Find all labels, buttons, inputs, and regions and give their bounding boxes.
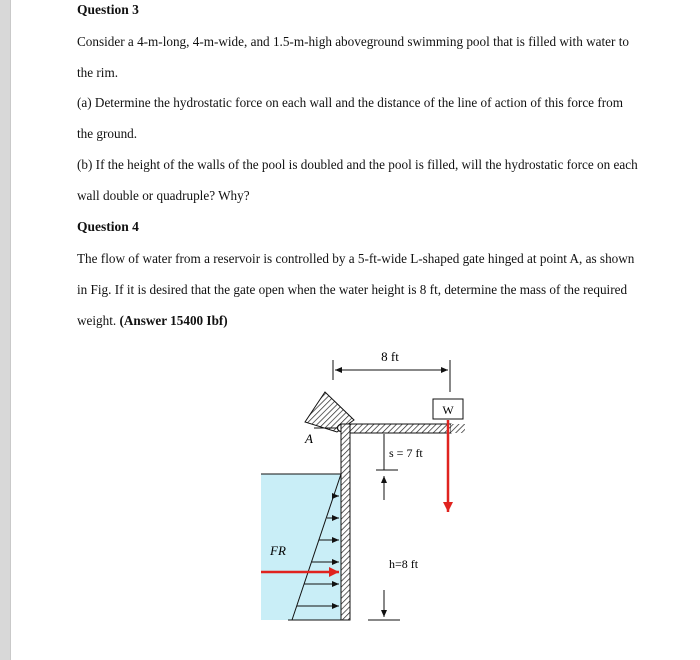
h-label: h=8 ft [389,557,419,571]
q4-heading: Question 4 [77,219,139,234]
left-margin-line [10,0,11,660]
gate-vertical-arm [341,424,350,620]
q4-text-line-3-plain: weight. [77,313,120,328]
resultant-force-label: FR [270,543,286,558]
q3-part-b-line-1: (b) If the height of the walls of the pool is doubled and the pool is filled, will the hydrostatic force on each [77,157,638,172]
q4-answer: (Answer 15400 Ibf) [119,313,228,328]
q3-part-b-line-2: wall double or quadruple? Why? [77,188,250,203]
q3-text-line-1: Consider a 4-m-long, 4-m-wide, and 1.5-m-high aboveground swimming pool that is filled with water to [77,34,629,49]
gate-end-support [451,424,465,433]
dim-top-label: 8 ft [381,349,399,364]
q4-text-line-1: The flow of water from a reservoir is controlled by a 5-ft-wide L-shaped gate hinged at point A, as shown [77,251,635,266]
q4-text-line-2: in Fig. If it is desired that the gate open when the water height is 8 ft, determine the mass of the required [77,282,628,297]
gate-horizontal-arm [341,424,451,433]
q3-text-line-2: the rim. [77,65,119,80]
left-margin-bar [0,0,10,660]
weight-label: W [442,403,454,417]
q3-part-a-line-2: the ground. [77,126,138,141]
hinge-label: A [305,431,313,446]
q3-part-a-line-1: (a) Determine the hydrostatic force on each wall and the distance of the line of action of this force from [77,95,623,110]
q4-text-line-3 [77,313,228,329]
gate-figure [255,342,475,632]
q3-heading: Question 3 [77,2,139,17]
s-label: s = 7 ft [389,446,423,460]
